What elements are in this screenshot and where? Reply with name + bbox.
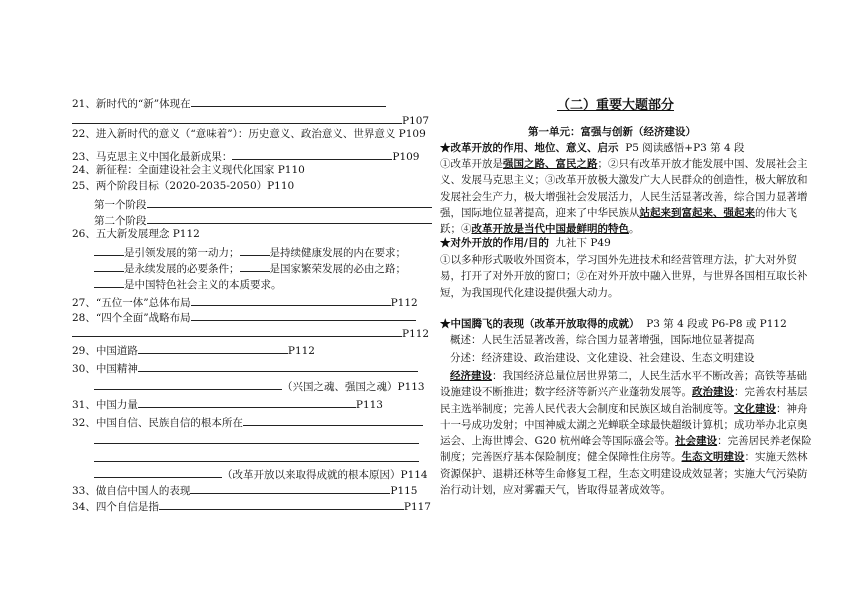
q32: 32、中国自信、民族自信的根本所在 [72,414,423,430]
q26-line3: 是中国特色社会主义的本质要求。 [94,276,282,292]
opening-paragraph: ①以多种形式吸收外国资本，学习国外先进技术和经营管理方法，扩大对外贸易，打开了对外开放的窗口；②在对外开放中融入世界，与世界各国相互取长补短，为我国现代化建设提供强大动力。 [440,254,808,299]
q33: 33、做自信中国人的表现 P115 [72,482,417,498]
q30-cont: （兴国之魂、强国之魂）P113 [94,378,425,394]
heading-opening: ★对外开放的作用/目的 九社下 P49 [440,237,611,249]
q30: 30、中国精神 [72,360,418,376]
q32-line4: （改革开放以来取得成就的根本原因）P114 [94,466,428,482]
detail-line: 分述：经济建设、政治建设、文化建设、社会建设、生态文明建设 [450,352,755,364]
q28-cont: P112 [72,325,429,341]
q31: 31、中国力量 P113 [72,396,383,412]
q29: 29、中国道路 P112 [72,342,315,358]
achievements-paragraph: 经济建设：我国经济总量位居世界第二，人民生活水平不断改善；高铁等基础设施建设不断推进；数字经济等新兴产业蓬勃发展等。政治建设：完善农村基层民主选举制度；完善人民代表大会制度和民族区域自治制度等。文化建设：神舟十一号成功发射；中国神威太湖之光蝉联全球最快超级计算机；成功举办北京奥运会、上海世博会、G20 杭州峰会等国际盛会等。社会建设：完善居民养老保险制度；完善医疗基本保险制度；健全保障性住房等。生态文明建设：实施天然林资源保护、退耕还林等生命修复工程，生态文明建设成效显著；实施大气污染防治行动计划，应对雾霾天气，皆取得显著成效等。 [440,370,812,497]
q28: 28、“四个全面”战略布局 [72,309,416,325]
q32-line2 [94,432,419,448]
q32-line3 [94,450,419,466]
q25: 25、两个阶段目标（2020-2035-2050）P110 [72,180,295,192]
q34: 34、四个自信是指 P117 [72,498,431,514]
q21-cont: P107 [72,112,429,128]
q23: 23、马克思主义中国化最新成果： P109 [72,148,419,164]
overview-line: 概述：人民生活显著改善，综合国力显著增强，国际地位显著提高 [450,334,755,346]
q25-stage2: 第二个阶段 [94,212,432,228]
answer-blank [72,112,402,124]
heading-achievements: ★中国腾飞的表现（改革开放取得的成就） P3 第 4 段或 P6-P8 或 P112 [440,318,787,330]
q21: 21、新时代的“新”体现在 [72,95,386,111]
q26-line1: 是引领发展的第一动力； 是持续健康发展的内在要求； [94,244,406,260]
answer-blank [191,95,386,107]
answer-blank [232,148,392,160]
answer-blank [147,212,432,224]
q22: 22、进入新时代的意义（“意味着”）：历史意义、政治意义、世界意义 P109 [72,128,426,140]
q26: 26、五大新发展理念 P112 [72,228,200,240]
q27: 27、“五位一体”总体布局 P112 [72,294,418,310]
reform-paragraph: ①改革开放是强国之路、富民之路；②只有改革开放才能发展中国、发展社会主义、发展马克思主义；③改革开放极大激发广大人民群众的创造性，极大解放和发展社会生产力，极大增强社会发展活力，人民生活显著改善，综合国力显著增强，国际地位显著提高，迎来了中华民族从站起来到富起来、强起来的伟大飞跃；④改革开放是当代中国最鲜明的特色。 [440,158,808,236]
heading-reform: ★改革开放的作用、地位、意义、启示 P5 阅读感悟+P3 第 4 段 [440,142,745,154]
q24: 24、新征程：全面建设社会主义现代化国家 P110 [72,164,305,176]
answer-blank [147,196,432,208]
section-title: （二）重要大题部分 [557,98,675,113]
unit-title: 第一单元：富强与创新（经济建设） [528,126,696,138]
q25-stage1: 第一个阶段 [94,196,432,212]
q26-line2: 是永续发展的必要条件； 是国家繁荣发展的必由之路； [94,260,406,276]
